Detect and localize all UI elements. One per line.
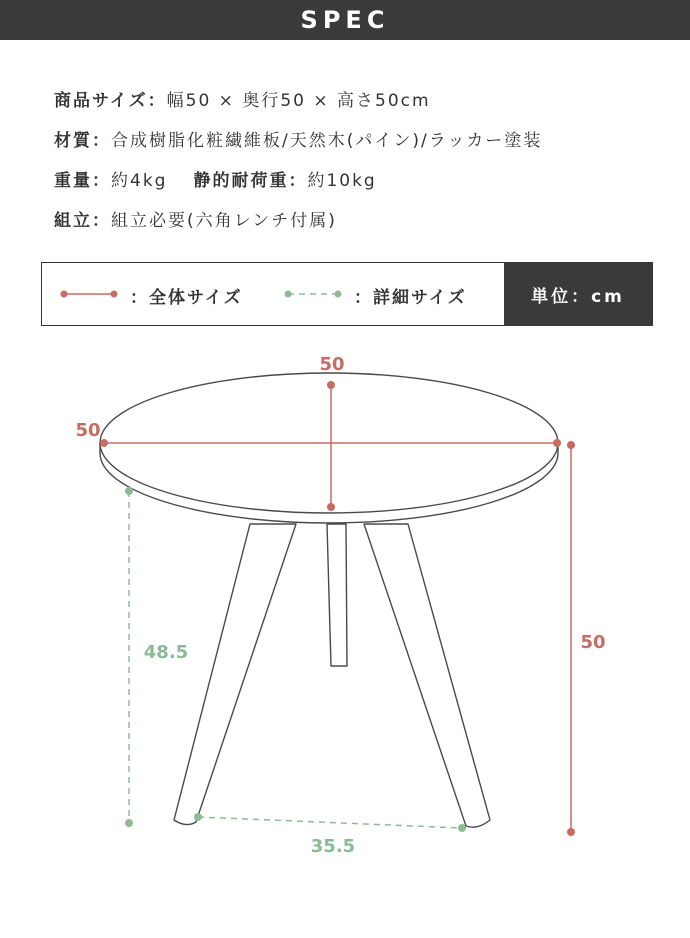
load-label: 静的耐荷重： (193, 171, 308, 191)
depth-label: 50 (319, 354, 345, 375)
tabletop (100, 373, 558, 523)
size-label: 商品サイズ： (54, 91, 167, 111)
spec-title: SPEC (300, 6, 390, 34)
weight-value: 約4kg (111, 171, 168, 191)
leg-span-dimension-line (194, 813, 466, 832)
leg-span-label: 35.5 (310, 836, 356, 857)
legend-detail-size-label: ：詳細サイズ (354, 288, 467, 308)
width-label: 50 (75, 420, 101, 441)
weight-label: 重量： (54, 171, 111, 191)
material-label: 材質： (54, 131, 111, 151)
material-value: 合成樹脂化粧繊維板/天然木(パイン)/ラッカー塗装 (111, 131, 543, 151)
height-label: 50 (580, 632, 606, 653)
leg-height-dimension-line (125, 487, 133, 827)
legend-full-size-label: ：全体サイズ (130, 288, 243, 308)
leg-height-label: 48.5 (143, 642, 189, 663)
unit-label: 単位：cm (531, 286, 625, 307)
table-leg-right (364, 524, 490, 827)
table-leg-back (327, 524, 347, 666)
assembly-value: 組立必要(六角レンチ付属) (111, 211, 337, 231)
assembly-label: 組立： (54, 211, 111, 231)
height-dimension-line (567, 441, 575, 836)
load-value: 約10kg (307, 171, 377, 191)
table-leg-left (174, 524, 296, 825)
size-value: 幅50 × 奥行50 × 高さ50cm (166, 91, 431, 111)
